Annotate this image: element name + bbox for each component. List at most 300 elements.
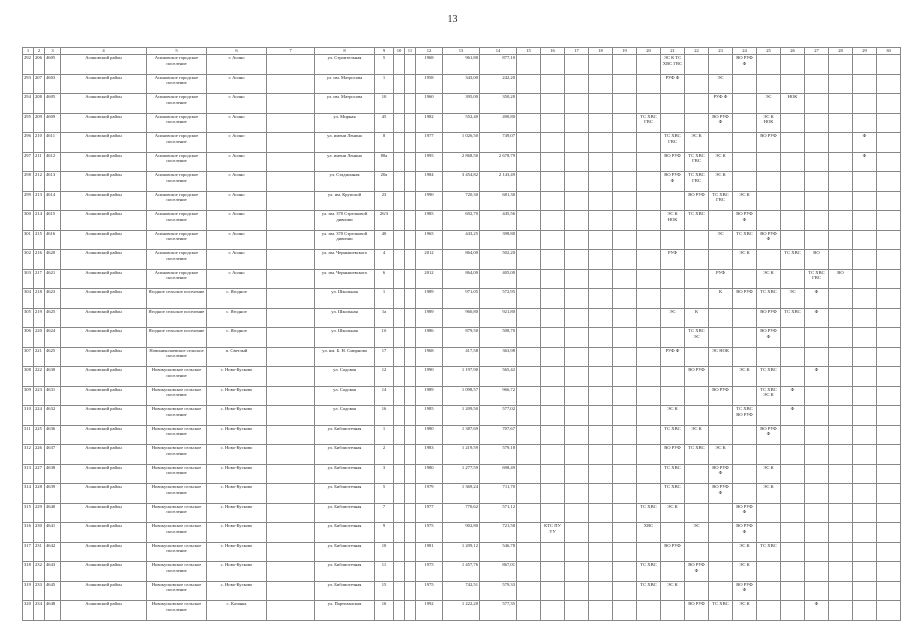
table-cell	[589, 367, 613, 387]
table-cell	[637, 484, 661, 504]
table-cell	[394, 445, 405, 465]
table-cell	[829, 484, 853, 504]
table-cell	[637, 601, 661, 621]
table-cell	[829, 347, 853, 367]
column-header: 28	[829, 48, 853, 55]
table-cell	[405, 55, 416, 75]
table-cell	[781, 55, 805, 75]
table-cell: 1981	[416, 542, 443, 562]
table-row	[23, 152, 901, 172]
table-cell	[733, 328, 757, 348]
table-cell	[405, 152, 416, 172]
table-cell	[541, 503, 565, 523]
table-cell	[541, 464, 565, 484]
table-cell	[517, 74, 541, 94]
table-cell	[733, 269, 757, 289]
table-cell: 720,30	[443, 191, 480, 211]
table-cell: г. Асино	[207, 55, 267, 75]
table-cell: Асиновский район	[61, 113, 147, 133]
table-cell	[613, 445, 637, 465]
table-cell	[589, 172, 613, 192]
table-cell	[781, 464, 805, 484]
table-cell	[517, 133, 541, 153]
table-cell: 12	[375, 367, 394, 387]
table-cell: 1989	[416, 308, 443, 328]
table-cell: ЭС К	[733, 367, 757, 387]
table-cell: с. Ново-Кусково	[207, 464, 267, 484]
table-cell	[517, 211, 541, 231]
table-cell: 17	[375, 347, 394, 367]
table-cell	[541, 191, 565, 211]
table-cell: 298	[23, 172, 34, 192]
table-cell	[405, 523, 416, 543]
table-cell: 395,00	[443, 94, 480, 114]
table-cell: Асиновский район	[61, 386, 147, 406]
table-cell: ТС ХВС ГВС	[685, 152, 709, 172]
table-cell	[685, 503, 709, 523]
table-cell: Асиновский район	[61, 289, 147, 309]
table-cell	[405, 562, 416, 582]
table-cell	[781, 523, 805, 543]
table-cell: 4611	[45, 133, 61, 153]
table-cell	[541, 425, 565, 445]
table-cell	[877, 542, 901, 562]
table-cell: 4612	[45, 152, 61, 172]
table-cell	[637, 191, 661, 211]
table-cell: 216	[34, 250, 45, 270]
table-cell: ЭС К	[733, 601, 757, 621]
table-cell: г. Асино	[207, 133, 267, 153]
table-cell	[394, 152, 405, 172]
table-cell	[565, 464, 589, 484]
table-cell	[565, 503, 589, 523]
column-header: 6	[207, 48, 267, 55]
table-cell	[589, 74, 613, 94]
table-row	[23, 542, 901, 562]
table-cell: 1968	[416, 347, 443, 367]
column-header: 24	[733, 48, 757, 55]
table-cell: ТС ХВС ЭС	[685, 328, 709, 348]
table-cell: ВО РУФ	[685, 367, 709, 387]
table-cell: 11	[375, 562, 394, 582]
table-cell	[541, 113, 565, 133]
column-header: 12	[416, 48, 443, 55]
table-cell	[541, 562, 565, 582]
table-row	[23, 308, 901, 328]
table-cell	[853, 562, 877, 582]
table-cell: ЭС	[757, 94, 781, 114]
table-cell: Асиновский район	[61, 250, 147, 270]
table-cell: 1 209,50	[443, 406, 480, 426]
table-cell	[517, 581, 541, 601]
table-cell	[517, 172, 541, 192]
table-cell	[637, 133, 661, 153]
table-cell	[394, 328, 405, 348]
table-cell	[877, 172, 901, 192]
table-cell	[613, 347, 637, 367]
table-cell: КТС ПУ УУ	[541, 523, 565, 543]
table-cell	[829, 191, 853, 211]
table-cell: ул. Школьная	[315, 328, 375, 348]
table-cell: 577,35	[480, 601, 517, 621]
table-cell: с. Ново-Кусково	[207, 503, 267, 523]
table-cell: 310	[23, 406, 34, 426]
table-cell	[853, 386, 877, 406]
table-cell: 4621	[45, 269, 61, 289]
table-cell	[829, 562, 853, 582]
table-cell	[541, 367, 565, 387]
table-cell	[877, 562, 901, 582]
table-cell: 698,49	[480, 464, 517, 484]
table-cell: ЭС К	[733, 542, 757, 562]
table-cell	[733, 484, 757, 504]
table-cell: ТС ХВС	[781, 308, 805, 328]
table-cell: Ф	[853, 133, 877, 153]
table-row	[23, 289, 901, 309]
table-cell: 228	[34, 484, 45, 504]
table-cell	[613, 269, 637, 289]
table-cell	[613, 425, 637, 445]
table-cell: 4630	[45, 367, 61, 387]
table-cell	[757, 74, 781, 94]
table-cell	[805, 484, 829, 504]
table-cell	[781, 74, 805, 94]
table-cell: ХВС	[637, 523, 661, 543]
table-row	[23, 191, 901, 211]
table-cell	[541, 289, 565, 309]
table-cell	[853, 230, 877, 250]
table-cell	[589, 152, 613, 172]
table-cell: ЭС К НОК	[757, 113, 781, 133]
table-row	[23, 484, 901, 504]
table-cell: Асиновское городское поселение	[147, 152, 207, 172]
table-cell: 2	[375, 445, 394, 465]
table-cell	[541, 133, 565, 153]
table-cell	[613, 55, 637, 75]
table-cell: Новокусковское сельское поселение	[147, 425, 207, 445]
column-header: 10	[394, 48, 405, 55]
table-cell: 232	[34, 562, 45, 582]
column-header: 13	[443, 48, 480, 55]
table-cell: ТС ХВС	[781, 250, 805, 270]
table-cell	[829, 55, 853, 75]
table-cell	[394, 367, 405, 387]
table-cell: ЭС К	[733, 250, 757, 270]
table-cell	[733, 347, 757, 367]
table-row	[23, 581, 901, 601]
table-cell	[565, 269, 589, 289]
table-cell: ТС ХВС ГВС	[685, 172, 709, 192]
table-cell	[394, 542, 405, 562]
table-cell	[877, 328, 901, 348]
table-cell: 294	[23, 94, 34, 114]
table-cell	[781, 347, 805, 367]
table-cell: 5	[375, 55, 394, 75]
table-cell: Асиновское городское поселение	[147, 211, 207, 231]
table-cell: Асиновский район	[61, 172, 147, 192]
table-cell: Асиновский район	[61, 191, 147, 211]
table-cell	[267, 601, 315, 621]
table-cell	[589, 523, 613, 543]
table-cell: 209	[34, 113, 45, 133]
column-header-row	[23, 48, 901, 55]
table-cell	[877, 55, 901, 75]
table-cell: ТС ХВС	[685, 445, 709, 465]
table-cell: Асиновский район	[61, 464, 147, 484]
table-cell	[267, 581, 315, 601]
table-cell: 4636	[45, 425, 61, 445]
table-cell: 1 222,20	[443, 601, 480, 621]
table-cell	[267, 562, 315, 582]
table-cell: с. Ново-Кусково	[207, 581, 267, 601]
table-cell: г. Асино	[207, 74, 267, 94]
table-cell	[517, 230, 541, 250]
table-cell	[829, 250, 853, 270]
table-cell: ВО	[829, 269, 853, 289]
table-cell	[829, 523, 853, 543]
table-cell	[589, 269, 613, 289]
table-cell: ВО РУФ	[685, 191, 709, 211]
table-cell	[267, 503, 315, 523]
table-cell	[517, 445, 541, 465]
table-cell	[877, 230, 901, 250]
table-cell: ул. Школьная	[315, 289, 375, 309]
table-cell	[405, 289, 416, 309]
table-cell	[613, 542, 637, 562]
table-cell	[805, 133, 829, 153]
table-cell: 1 209,12	[443, 542, 480, 562]
table-cell	[877, 386, 901, 406]
table-cell	[613, 308, 637, 328]
table-cell: 1980	[416, 464, 443, 484]
table-cell	[853, 269, 877, 289]
table-cell	[853, 55, 877, 75]
table-cell	[541, 152, 565, 172]
table-cell: ул. Садовая	[315, 386, 375, 406]
table-cell	[394, 503, 405, 523]
table-cell	[877, 367, 901, 387]
table-cell: 1986	[416, 328, 443, 348]
table-cell	[685, 484, 709, 504]
table-cell	[781, 230, 805, 250]
table-cell	[541, 250, 565, 270]
column-header: 23	[709, 48, 733, 55]
table-cell	[757, 347, 781, 367]
table-cell	[637, 74, 661, 94]
table-cell: Новокусковское сельское поселение	[147, 503, 207, 523]
table-cell: Новокусковское сельское поселение	[147, 464, 207, 484]
table-cell	[829, 133, 853, 153]
table-cell	[685, 347, 709, 367]
table-cell: ВО РУФ Ф	[661, 172, 685, 192]
table-cell: Асиновский район	[61, 230, 147, 250]
table-cell	[394, 425, 405, 445]
table-cell: 1989	[416, 289, 443, 309]
table-cell: 4614	[45, 191, 61, 211]
table-cell	[565, 133, 589, 153]
table-cell	[517, 347, 541, 367]
table-cell	[781, 172, 805, 192]
table-cell	[267, 484, 315, 504]
table-row	[23, 503, 901, 523]
table-cell	[394, 113, 405, 133]
table-cell: 921,80	[480, 308, 517, 328]
table-cell: Ягодное сельское поселение	[147, 308, 207, 328]
table-row	[23, 523, 901, 543]
table-row	[23, 250, 901, 270]
table-cell: 3 454,82	[443, 172, 480, 192]
table-cell	[565, 484, 589, 504]
table-cell	[685, 464, 709, 484]
table-cell	[541, 55, 565, 75]
table-cell	[685, 94, 709, 114]
table-cell: 5	[375, 484, 394, 504]
table-cell	[613, 211, 637, 231]
table-cell: 4605	[45, 55, 61, 75]
table-cell: ТС ХВС	[637, 581, 661, 601]
table-cell	[405, 133, 416, 153]
table-cell: ТС ХВС ГВС	[637, 113, 661, 133]
table-cell	[757, 601, 781, 621]
table-row	[23, 172, 901, 192]
table-cell	[541, 328, 565, 348]
table-cell: г. Асино	[207, 172, 267, 192]
table-cell: РУФ Ф	[709, 94, 733, 114]
table-cell: 229	[34, 503, 45, 523]
table-cell: ВО РУФ	[757, 308, 781, 328]
table-cell: Асиновский район	[61, 133, 147, 153]
table-cell	[709, 328, 733, 348]
table-cell: Ф	[805, 308, 829, 328]
table-cell	[685, 74, 709, 94]
table-cell: ТС ХВС	[709, 601, 733, 621]
table-cell: 350,20	[480, 94, 517, 114]
table-cell: ул. Мирная	[315, 113, 375, 133]
table-cell	[637, 152, 661, 172]
table-cell	[394, 250, 405, 270]
table-cell	[757, 250, 781, 270]
table-cell	[613, 289, 637, 309]
table-cell	[637, 289, 661, 309]
table-cell	[565, 367, 589, 387]
table-cell: 311	[23, 425, 34, 445]
table-cell: 320	[23, 601, 34, 621]
table-cell	[541, 74, 565, 94]
table-cell	[685, 542, 709, 562]
table-cell	[733, 464, 757, 484]
table-cell: 4640	[45, 503, 61, 523]
table-cell	[637, 328, 661, 348]
table-cell: 302	[23, 250, 34, 270]
table-row	[23, 406, 901, 426]
table-cell	[394, 484, 405, 504]
table-cell: 742,51	[443, 581, 480, 601]
column-header: 17	[565, 48, 589, 55]
table-cell: ЭС	[709, 74, 733, 94]
table-cell	[613, 367, 637, 387]
table-cell	[517, 523, 541, 543]
table-cell: Асиновский район	[61, 152, 147, 172]
table-cell	[589, 386, 613, 406]
table-cell	[757, 581, 781, 601]
table-cell: Асиновское городское поселение	[147, 172, 207, 192]
table-cell	[637, 445, 661, 465]
table-cell	[517, 406, 541, 426]
table-cell: 4638	[45, 464, 61, 484]
table-cell	[853, 74, 877, 94]
table-cell	[613, 133, 637, 153]
table-cell: 1 387,69	[443, 425, 480, 445]
table-cell: 961,80	[443, 55, 480, 75]
table-cell	[661, 113, 685, 133]
column-header: 2	[34, 48, 45, 55]
table-cell: 1990	[416, 191, 443, 211]
table-cell: 417,58	[443, 347, 480, 367]
table-cell	[853, 542, 877, 562]
table-cell	[517, 503, 541, 523]
table-cell: 2 678,79	[480, 152, 517, 172]
table-cell	[805, 172, 829, 192]
table-cell: 297	[23, 152, 34, 172]
table-cell: Ягодное сельское поселение	[147, 328, 207, 348]
table-cell: ВО РУФ Ф	[757, 230, 781, 250]
table-cell: Асиновский район	[61, 581, 147, 601]
table-cell	[805, 523, 829, 543]
table-cell	[565, 406, 589, 426]
table-cell	[405, 191, 416, 211]
table-cell: 319	[23, 581, 34, 601]
table-cell: ВО РУФ Ф	[733, 211, 757, 231]
table-cell	[757, 523, 781, 543]
table-cell	[853, 211, 877, 231]
table-cell: 1979	[416, 484, 443, 504]
table-cell	[405, 74, 416, 94]
table-cell	[853, 484, 877, 504]
table-cell	[661, 328, 685, 348]
table-cell	[613, 74, 637, 94]
table-cell: ул. им. Матросова	[315, 94, 375, 114]
table-cell	[805, 445, 829, 465]
table-cell: 4615	[45, 211, 61, 231]
table-cell	[637, 250, 661, 270]
table-cell: 867,01	[480, 562, 517, 582]
table-cell	[829, 74, 853, 94]
table-cell	[853, 94, 877, 114]
table-cell	[517, 601, 541, 621]
table-cell	[405, 94, 416, 114]
table-cell: ул. Библиотечная	[315, 464, 375, 484]
table-cell: 1985	[416, 211, 443, 231]
table-cell	[267, 445, 315, 465]
table-row	[23, 94, 901, 114]
table-cell: 212	[34, 172, 45, 192]
table-cell	[733, 172, 757, 192]
table-cell	[394, 55, 405, 75]
table-row	[23, 113, 901, 133]
column-header: 29	[853, 48, 877, 55]
table-row	[23, 55, 901, 75]
table-cell: РУФ Ф	[661, 74, 685, 94]
table-cell	[541, 347, 565, 367]
column-header: 18	[589, 48, 613, 55]
table-cell: 711,70	[480, 484, 517, 504]
table-cell	[565, 425, 589, 445]
table-cell: ВО РУФ	[757, 133, 781, 153]
column-header: 22	[685, 48, 709, 55]
table-cell	[637, 386, 661, 406]
table-cell	[394, 601, 405, 621]
table-cell	[517, 308, 541, 328]
